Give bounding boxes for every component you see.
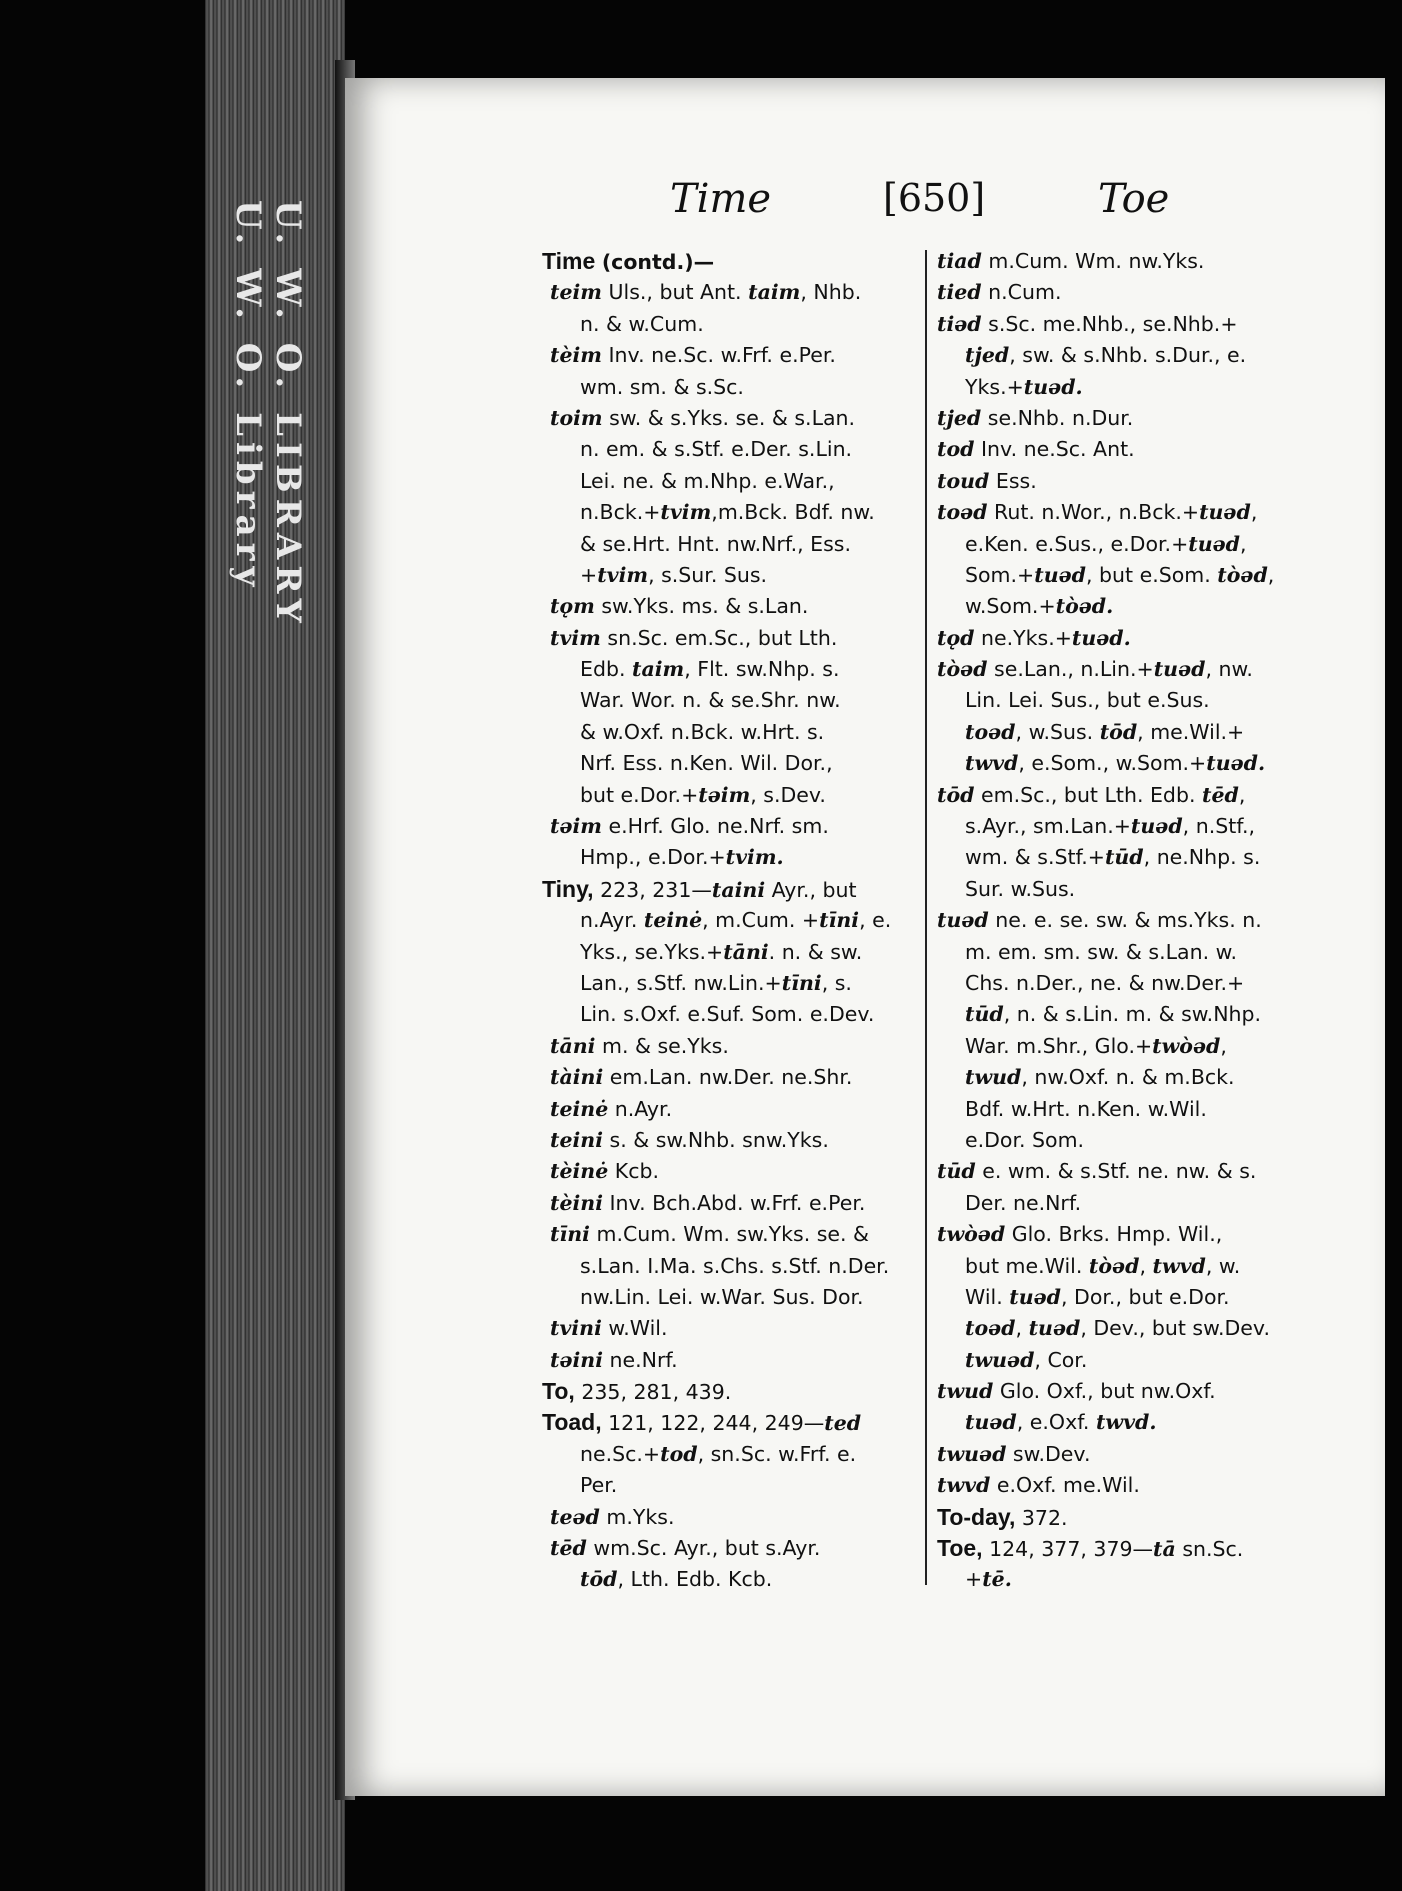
spine-library-stamp xyxy=(228,200,308,1560)
entry-line: To-day, 372. xyxy=(937,1503,1068,1530)
entry-line: tod Inv. ne.Sc. Ant. xyxy=(937,437,1135,462)
entry-line: Yks.+tuəd. xyxy=(965,374,1083,399)
entry-line: teim Uls., but Ant. taim, Nhb. xyxy=(550,280,862,305)
entry-line: tuəd ne. e. se. sw. & ms.Yks. n. xyxy=(937,908,1262,933)
spine-stamp-bottom: U. W. O. Library xyxy=(228,200,268,593)
dictionary-page xyxy=(345,78,1385,1796)
entry-line: n. em. & s.Stf. e.Der. s.Lin. xyxy=(580,437,853,462)
right-column xyxy=(937,246,1343,1596)
header-first-word: Time xyxy=(670,176,772,222)
entry-line: Chs. n.Der., ne. & nw.Der.+ xyxy=(965,970,1245,995)
entry-line: twud Glo. Oxf., but nw.Oxf. xyxy=(937,1379,1216,1404)
entry-line: tèim Inv. ne.Sc. w.Frf. e.Per. xyxy=(550,343,836,368)
entry-line: twòəd Glo. Brks. Hmp. Wil., xyxy=(937,1222,1223,1247)
entry-line: tvini w.Wil. xyxy=(550,1316,668,1341)
entry-line: tōd, Lth. Edb. Kcb. xyxy=(580,1567,773,1592)
entry-line: tōd em.Sc., but Lth. Edb. tēd, xyxy=(937,782,1246,807)
entry-line: War. Wor. n. & se.Shr. nw. xyxy=(580,688,841,713)
entry-line: tāni m. & se.Yks. xyxy=(550,1033,729,1058)
entry-line: nw.Lin. Lei. w.War. Sus. Dor. xyxy=(580,1284,864,1309)
entry-line: teini s. & sw.Nhb. snw.Yks. xyxy=(550,1127,829,1152)
entry-line: n.Ayr. teinė, m.Cum. +tīni, e. xyxy=(580,908,892,933)
entry-line: twud, nw.Oxf. n. & m.Bck. xyxy=(965,1065,1235,1090)
entry-line: twuəd, Cor. xyxy=(965,1347,1088,1372)
entry-line: tuəd, e.Oxf. twvd. xyxy=(965,1410,1157,1435)
entry-line: Per. xyxy=(580,1473,618,1498)
entry-line: Nrf. Ess. n.Ken. Wil. Dor., xyxy=(580,751,833,776)
entry-line: n. & w.Cum. xyxy=(580,311,704,336)
entry-line: təini ne.Nrf. xyxy=(550,1347,678,1372)
entry-line: Lei. ne. & m.Nhp. e.War., xyxy=(580,468,835,493)
entry-line: Lin. Lei. Sus., but e.Sus. xyxy=(965,688,1210,713)
entry-line: Tiny, 223, 231—taini Ayr., but xyxy=(542,875,857,902)
entry-line: Som.+tuəd, but e.Som. tòəd, xyxy=(965,562,1275,587)
entry-line: tiəd s.Sc. me.Nhb., se.Nhb.+ xyxy=(937,311,1238,336)
left-column xyxy=(542,246,962,1596)
entry-line: toud Ess. xyxy=(937,468,1037,493)
entry-line: tjed, sw. & s.Nhb. s.Dur., e. xyxy=(965,343,1247,368)
entry-line: s.Lan. I.Ma. s.Chs. s.Stf. n.Der. xyxy=(580,1253,890,1278)
entry-line: tǫm sw.Yks. ms. & s.Lan. xyxy=(550,594,809,619)
entry-line: tīni m.Cum. Wm. sw.Yks. se. & xyxy=(550,1222,870,1247)
entry-line: tèini Inv. Bch.Abd. w.Frf. e.Per. xyxy=(550,1190,866,1215)
entry-line: +tē. xyxy=(965,1567,1012,1592)
entry-line: teinė n.Ayr. xyxy=(550,1096,673,1121)
entry-line: toəd Rut. n.Wor., n.Bck.+tuəd, xyxy=(937,500,1258,525)
entry-line: tvim sn.Sc. em.Sc., but Lth. xyxy=(550,625,838,650)
entry-line: teəd m.Yks. xyxy=(550,1504,675,1529)
entry-line: w.Som.+tòəd. xyxy=(965,594,1114,619)
entry-line: +tvim, s.Sur. Sus. xyxy=(580,562,768,587)
entry-line: toim sw. & s.Yks. se. & s.Lan. xyxy=(550,405,856,430)
entry-line: Sur. w.Sus. xyxy=(965,876,1076,901)
entry-line: m. em. sm. sw. & s.Lan. w. xyxy=(965,939,1238,964)
entry-line: Der. ne.Nrf. xyxy=(965,1190,1082,1215)
entry-line: e.Dor. Som. xyxy=(965,1127,1085,1152)
entry-line: Toad, 121, 122, 244, 249—ted xyxy=(542,1409,862,1436)
entry-line: toəd, tuəd, Dev., but sw.Dev. xyxy=(965,1316,1270,1341)
entry-line: tàini em.Lan. nw.Der. ne.Shr. xyxy=(550,1065,853,1090)
entry-line: & w.Oxf. n.Bck. w.Hrt. s. xyxy=(580,719,825,744)
entry-line: s.Ayr., sm.Lan.+tuəd, n.Stf., xyxy=(965,814,1256,839)
entry-line: e.Ken. e.Sus., e.Dor.+tuəd, xyxy=(965,531,1247,556)
entry-line: Wil. tuəd, Dor., but e.Dor. xyxy=(965,1284,1230,1309)
header-last-word: Toe xyxy=(1098,176,1170,222)
entry-line: tǫd ne.Yks.+tuəd. xyxy=(937,625,1131,650)
entry-line: twvd, e.Som., w.Som.+tuəd. xyxy=(965,751,1266,776)
entry-line: but e.Dor.+təim, s.Dev. xyxy=(580,782,826,807)
entry-line: tèinė Kcb. xyxy=(550,1159,660,1184)
entry-line: toəd, w.Sus. tōd, me.Wil.+ xyxy=(965,719,1245,744)
entry-line: twuəd sw.Dev. xyxy=(937,1441,1091,1466)
entry-line: tòəd se.Lan., n.Lin.+tuəd, nw. xyxy=(937,657,1253,682)
entry-line: Hmp., e.Dor.+tvim. xyxy=(580,845,784,870)
running-header xyxy=(345,176,1385,236)
entry-line: & se.Hrt. Hnt. nw.Nrf., Ess. xyxy=(580,531,851,556)
entry-line: To, 235, 281, 439. xyxy=(542,1378,732,1405)
entry-line: təim e.Hrf. Glo. ne.Nrf. sm. xyxy=(550,814,829,839)
entry-line: War. m.Shr., Glo.+twòəd, xyxy=(965,1033,1227,1058)
entry-line: but me.Wil. tòəd, twvd, w. xyxy=(965,1253,1241,1278)
entry-line: Edb. taim, Flt. sw.Nhp. s. xyxy=(580,657,840,682)
entry-line: wm. & s.Stf.+tūd, ne.Nhp. s. xyxy=(965,845,1261,870)
entry-line: Bdf. w.Hrt. n.Ken. w.Wil. xyxy=(965,1096,1207,1121)
column-divider xyxy=(925,250,927,1585)
entry-line: tūd, n. & s.Lin. m. & sw.Nhp. xyxy=(965,1002,1262,1027)
entry-line: tūd e. wm. & s.Stf. ne. nw. & s. xyxy=(937,1159,1257,1184)
entry-line: ne.Sc.+tod, sn.Sc. w.Frf. e. xyxy=(580,1441,857,1466)
entry-line: tēd wm.Sc. Ayr., but s.Ayr. xyxy=(550,1536,821,1561)
entry-line: tied n.Cum. xyxy=(937,280,1062,305)
entry-line: tiad m.Cum. Wm. nw.Yks. xyxy=(937,249,1205,273)
page-number: [650] xyxy=(883,176,986,220)
entry-line: twvd e.Oxf. me.Wil. xyxy=(937,1473,1140,1498)
entry-line: tjed se.Nhb. n.Dur. xyxy=(937,405,1134,430)
spine-stamp-top: U. W. O. LIBRARY xyxy=(268,200,308,629)
entry-line: Lin. s.Oxf. e.Suf. Som. e.Dev. xyxy=(580,1002,875,1027)
entry-line: Yks., se.Yks.+tāni. n. & sw. xyxy=(580,939,863,964)
entry-line: Lan., s.Stf. nw.Lin.+tīni, s. xyxy=(580,970,852,995)
entry-line: wm. sm. & s.Sc. xyxy=(580,374,744,399)
entry-line: Toe, 124, 377, 379—tā sn.Sc. xyxy=(937,1535,1244,1562)
entry-line: Time (contd.)— xyxy=(542,248,715,274)
entry-line: n.Bck.+tvim,m.Bck. Bdf. nw. xyxy=(580,500,875,525)
